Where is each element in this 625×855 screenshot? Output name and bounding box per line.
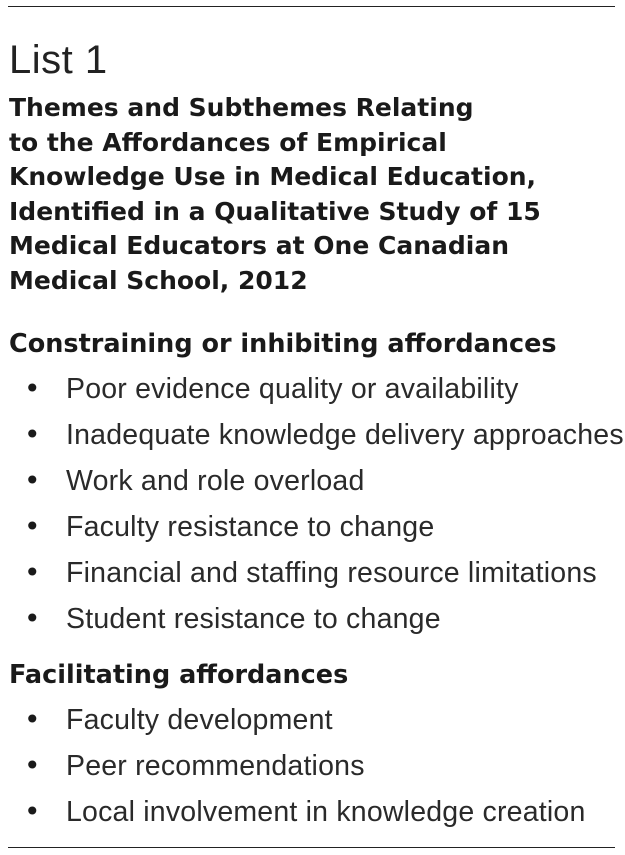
list-item-text: Local involvement in knowledge creation	[66, 796, 586, 828]
bullet-icon: •	[24, 510, 41, 543]
list-item-text: Faculty resistance to change	[66, 511, 435, 543]
title-line: Knowledge Use in Medical Education,	[9, 162, 537, 191]
list-item-text-value: Inadequate knowledge delivery approaches	[66, 419, 624, 451]
bullet-icon: •	[24, 418, 41, 451]
list-item-text	[66, 415, 625, 455]
section-heading-facilitating: Facilitating affordances	[9, 660, 349, 690]
list-item-text: Poor evidence quality or availability	[66, 373, 519, 405]
title-line: Medical Educators at One Canadian	[9, 231, 510, 260]
bullet-icon: •	[24, 703, 41, 736]
bullet-icon: •	[24, 749, 41, 782]
list-title	[9, 91, 619, 298]
list-item-text: Faculty development	[66, 704, 333, 736]
bullet-icon: •	[24, 372, 41, 405]
bullet-icon: •	[24, 602, 41, 635]
section-heading-constraining: Constraining or inhibiting affordances	[9, 329, 557, 359]
top-rule	[8, 6, 615, 7]
list-label: List 1	[9, 38, 108, 82]
bullet-icon: •	[24, 556, 41, 589]
title-line: Themes and Subthemes Relating	[9, 93, 474, 122]
bottom-rule	[8, 847, 615, 848]
list-item-text: Financial and staffing resource limitations	[66, 557, 597, 589]
bullet-icon: •	[24, 795, 41, 828]
bullet-icon: •	[24, 464, 41, 497]
list-item-text: Work and role overload	[66, 465, 365, 497]
list-item-text: Student resistance to change	[66, 603, 441, 635]
title-line: Identified in a Qualitative Study of 15	[9, 196, 541, 226]
list-item-text: Peer recommendations	[66, 750, 365, 782]
title-line: Medical School, 2012	[9, 265, 308, 295]
title-line: to the Affordances of Empirical	[9, 127, 447, 157]
